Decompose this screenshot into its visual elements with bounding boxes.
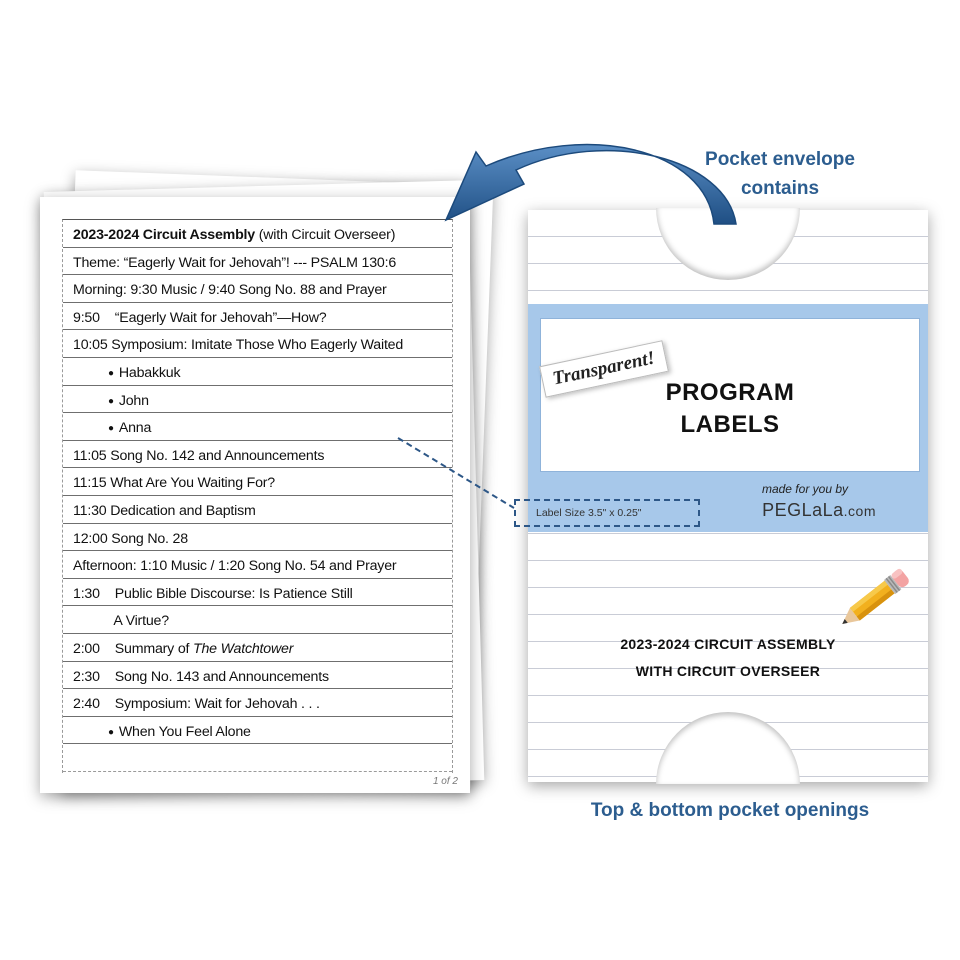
label-row [63, 358, 452, 386]
label-row-text: 9:50 “Eagerly Wait for Jehovah”—How? [73, 309, 327, 326]
label-row [63, 303, 452, 331]
label-row-text: A Virtue? [73, 613, 169, 630]
label-row-text: When You Feel Alone [118, 723, 251, 740]
brand-suffix: .com [843, 503, 876, 519]
assembly-line-2: WITH CIRCUIT OVERSEER [635, 663, 821, 679]
label-row [63, 220, 452, 248]
pocket-envelope [528, 210, 928, 782]
label-row-text: 11:15 What Are You Waiting For? [73, 475, 276, 492]
label-row [63, 248, 452, 276]
label-row [63, 744, 452, 772]
label-row-text: 10:05 Symposium: Imitate Those Who Eagerly Waited [73, 337, 404, 354]
label-row [63, 662, 452, 690]
brand-logo [762, 500, 876, 521]
brand-name: PEGLaLa [762, 500, 844, 520]
pencil-icon [828, 560, 918, 640]
label-row-italic: The Watchtower [193, 640, 294, 657]
label-row-text: Afternoon: 1:10 Music / 1:20 Song No. 54 and Prayer [73, 558, 397, 575]
connector-line [390, 430, 520, 520]
label-row [63, 579, 452, 607]
label-row [63, 551, 452, 579]
label-row [63, 386, 452, 414]
openings-callout: Top & bottom pocket openings [590, 800, 870, 821]
transparent-tag: Transparent! [539, 340, 669, 397]
label-row-text: 2:40 Symposium: Wait for Jehovah . . . [73, 696, 320, 713]
envelope-callout: Pocket envelope contains [705, 149, 855, 199]
bottom-pocket-opening [656, 712, 800, 784]
label-row-text: 2:30 Song No. 143 and Announcements [73, 668, 329, 685]
label-band [528, 304, 928, 532]
label-size-callout: Label Size 3.5" x 0.25" [514, 499, 700, 527]
label-row-text: 12:00 Song No. 28 [73, 530, 188, 547]
label-row [63, 330, 452, 358]
label-row-bold: 2023-2024 Circuit Assembly [73, 227, 255, 243]
label-row [63, 634, 452, 662]
made-for-text: made for you by [761, 482, 848, 496]
page-number: 1 of 2 [432, 776, 458, 787]
label-row-text: Anna [118, 420, 152, 437]
label-row [63, 524, 452, 552]
title-line-2: LABELS [680, 411, 780, 438]
label-row [63, 689, 452, 717]
label-row-text: (with Circuit Overseer) [254, 227, 396, 243]
label-row-text: Habakkuk [118, 364, 181, 381]
label-row-text: 11:05 Song No. 142 and Announcements [73, 447, 325, 464]
label-row-text: 11:30 Dedication and Baptism [73, 502, 256, 519]
label-row [63, 717, 452, 745]
title-box [540, 318, 920, 472]
label-row-text: John [118, 392, 149, 409]
assembly-line-1: 2023-2024 CIRCUIT ASSEMBLY [620, 636, 836, 652]
label-row [63, 275, 452, 303]
label-row-text: 1:30 Public Bible Discourse: Is Patience Still [73, 585, 353, 602]
label-row-text: 2:00 Summary of [73, 640, 193, 657]
title-line-1: PROGRAM [665, 379, 795, 406]
label-row-text: Morning: 9:30 Music / 9:40 Song No. 88 and Prayer [73, 282, 387, 299]
label-row [63, 606, 452, 634]
label-row-text: Theme: “Eagerly Wait for Jehovah”! --- PSALM 130:6 [73, 254, 397, 271]
